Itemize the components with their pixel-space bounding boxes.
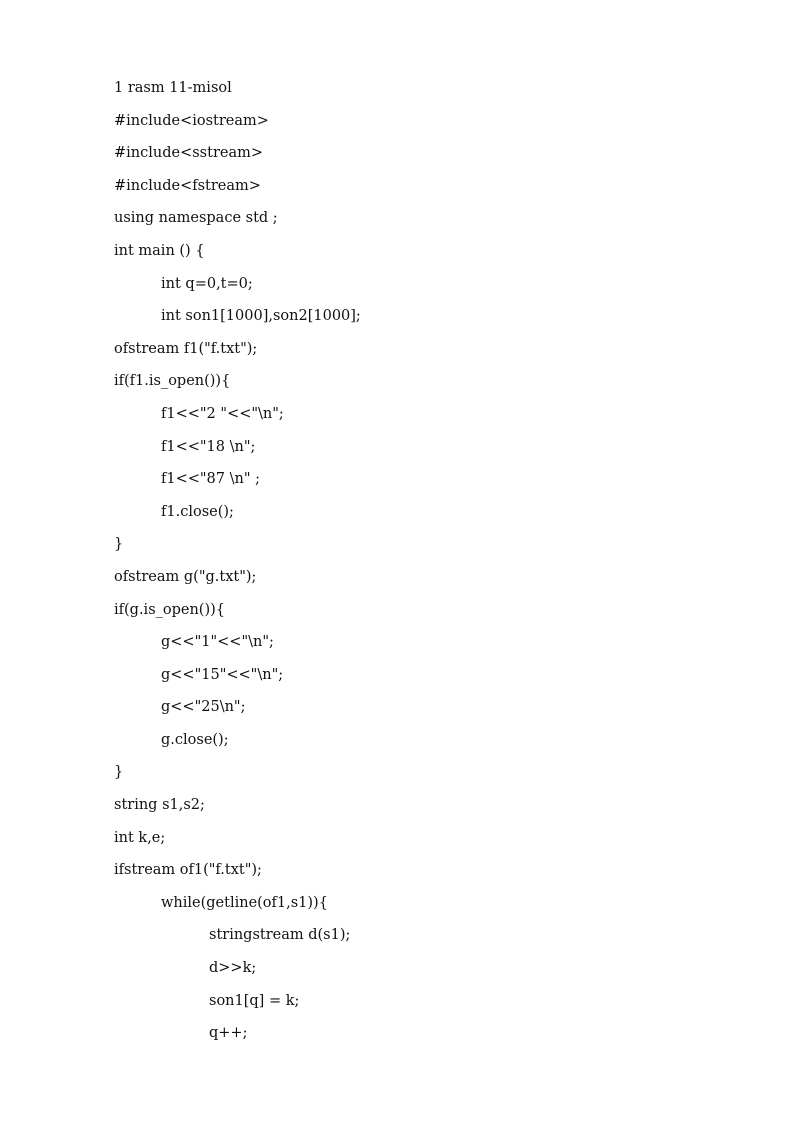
code-line: int k,e; xyxy=(114,829,166,846)
code-line: using namespace std ; xyxy=(114,210,278,227)
code-line: f1<<"87 \n" ; xyxy=(161,471,261,488)
caption-line: 1 rasm 11-misol xyxy=(114,80,232,96)
code-line: g.close(); xyxy=(161,731,229,748)
code-line: ofstream g("g.txt"); xyxy=(114,568,257,585)
code-line: stringstream d(s1); xyxy=(209,927,351,944)
code-line: f1<<"2 "<<"\n"; xyxy=(161,405,284,422)
code-line: int main () { xyxy=(114,242,205,259)
code-line: while(getline(of1,s1)){ xyxy=(161,894,328,911)
code-line: q++; xyxy=(209,1025,248,1042)
code-line: ifstream of1("f.txt"); xyxy=(114,862,262,879)
code-line: g<<"1"<<"\n"; xyxy=(161,634,274,651)
code-line: int son1[1000],son2[1000]; xyxy=(161,308,361,325)
code-line: f1.close(); xyxy=(161,503,234,520)
code-line: } xyxy=(114,764,124,781)
code-line: son1[q] = k; xyxy=(209,992,300,1009)
code-line: if(f1.is_open()){ xyxy=(114,373,231,390)
code-line: #include<fstream> xyxy=(114,177,261,194)
code-line: ofstream f1("f.txt"); xyxy=(114,340,258,357)
code-listing xyxy=(114,72,754,1050)
code-line: g<<"25\n"; xyxy=(161,699,246,716)
code-line: if(g.is_open()){ xyxy=(114,601,226,618)
code-line: string s1,s2; xyxy=(114,797,205,814)
code-line: g<<"15"<<"\n"; xyxy=(161,666,284,683)
code-line: f1<<"18 \n"; xyxy=(161,438,256,455)
code-line: d>>k; xyxy=(209,960,257,977)
code-line: } xyxy=(114,536,124,553)
code-line: #include<sstream> xyxy=(114,145,264,162)
code-line: int q=0,t=0; xyxy=(161,275,253,292)
code-line: #include<iostream> xyxy=(114,112,269,129)
